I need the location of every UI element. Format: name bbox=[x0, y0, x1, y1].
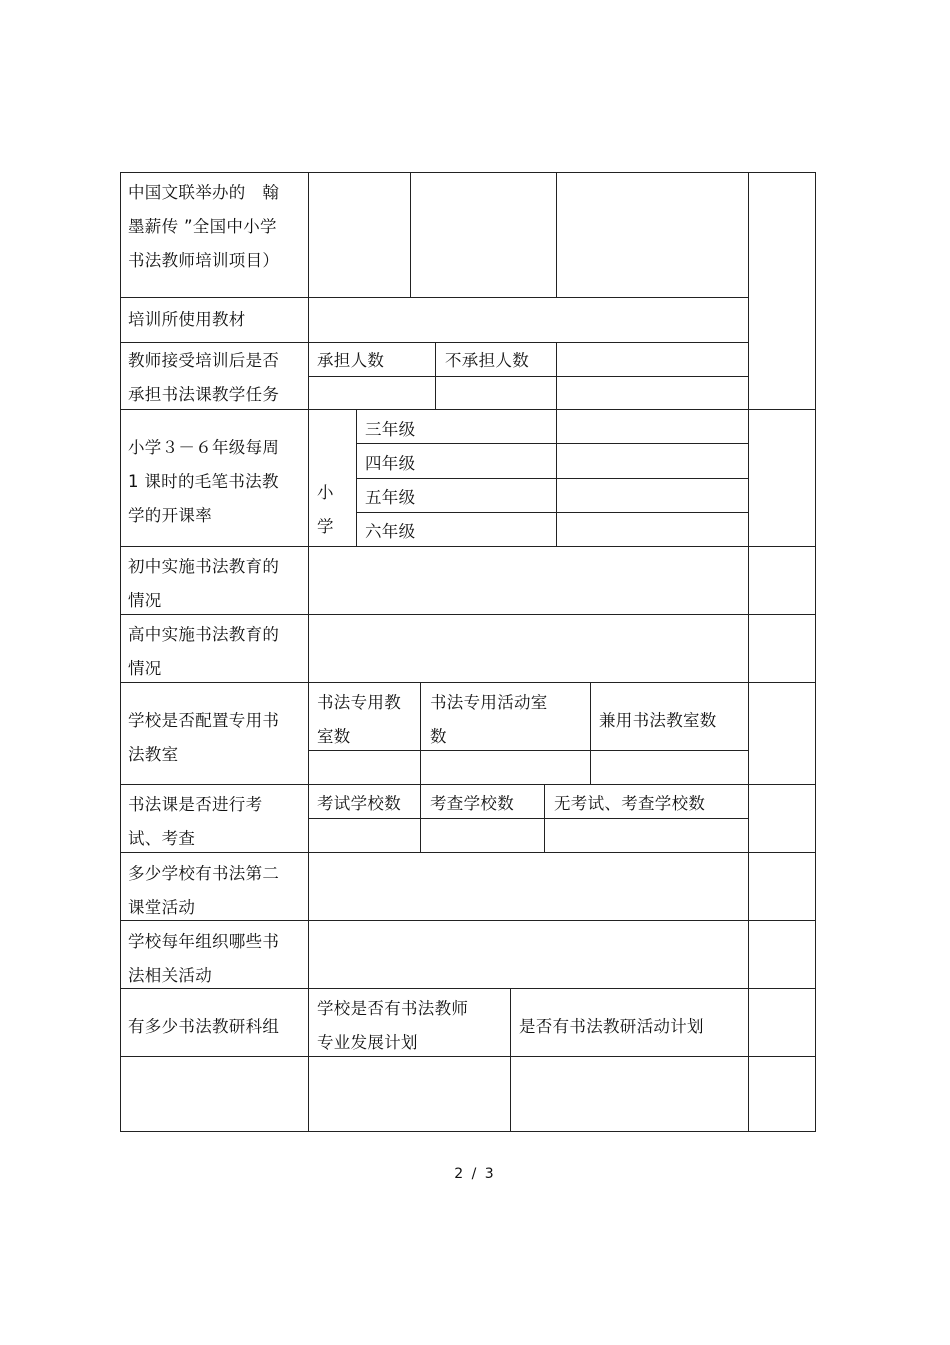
development-plan-header-line2: 专业发展计划 bbox=[317, 1033, 418, 1052]
development-plan-header-line1: 学校是否有书法教师 bbox=[317, 999, 469, 1018]
cell-divider bbox=[308, 750, 749, 751]
senior-high-label-line1: 高中实施书法教育的 bbox=[128, 625, 280, 644]
grade-3-label: 三年级 bbox=[365, 420, 416, 439]
teaching-task-label-line1: 教师接受培训后是否 bbox=[128, 351, 280, 370]
textbook-label: 培训所使用教材 bbox=[128, 310, 246, 329]
page-number: 2 / 3 bbox=[454, 1166, 496, 1182]
primary-rate-label-line3: 学的开课率 bbox=[128, 506, 212, 525]
cell-divider bbox=[556, 342, 557, 410]
row-line bbox=[120, 852, 816, 853]
dedicated-classroom-header-line1: 书法专用教 bbox=[317, 693, 401, 712]
row-line bbox=[120, 784, 816, 785]
no-exam-school-count-header: 无考试、考查学校数 bbox=[554, 794, 706, 813]
grade-4-label: 四年级 bbox=[365, 454, 416, 473]
primary-rate-label-line2: 1 课时的毛笔书法教 bbox=[128, 472, 279, 491]
senior-high-label-line2: 情况 bbox=[128, 659, 162, 678]
exam-school-count-header: 考试学校数 bbox=[317, 794, 401, 813]
cell-divider bbox=[420, 682, 421, 785]
row-line bbox=[120, 920, 816, 921]
row-line bbox=[120, 682, 816, 683]
survey-form-table bbox=[120, 172, 816, 1132]
not-bear-count-header: 不承担人数 bbox=[445, 351, 529, 370]
exam-label-line2: 试、考查 bbox=[128, 829, 196, 848]
row-line bbox=[120, 297, 749, 298]
row-line bbox=[120, 988, 816, 989]
activity-room-header-line1: 书法专用活动室 bbox=[430, 693, 548, 712]
dedicated-classroom-header-line2: 室数 bbox=[317, 727, 351, 746]
row-line bbox=[120, 1056, 816, 1057]
grade-5-label: 五年级 bbox=[365, 488, 416, 507]
exam-label-line1: 书法课是否进行考 bbox=[128, 795, 263, 814]
activity-room-header-line2: 数 bbox=[430, 727, 447, 746]
cell-divider bbox=[435, 342, 436, 410]
junior-high-label-line2: 情况 bbox=[128, 591, 162, 610]
annual-activities-label-line1: 学校每年组织哪些书 bbox=[128, 932, 280, 951]
research-group-label: 有多少书法教研科组 bbox=[128, 1017, 280, 1036]
training-project-label-line3: 书法教师培训项目） bbox=[128, 251, 280, 270]
cell-divider bbox=[544, 784, 545, 853]
primary-school-label-char1: 小 bbox=[317, 483, 334, 502]
bear-count-header: 承担人数 bbox=[317, 351, 385, 370]
table-border-top bbox=[120, 172, 816, 173]
row-line bbox=[120, 546, 816, 547]
classroom-label-line1: 学校是否配置专用书 bbox=[128, 711, 280, 730]
classroom-label-line2: 法教室 bbox=[128, 745, 179, 764]
primary-rate-label-line1: 小学３－６年级每周 bbox=[128, 438, 280, 457]
table-border-bottom bbox=[120, 1131, 816, 1132]
annual-activities-label-line2: 法相关活动 bbox=[128, 966, 212, 985]
row-line bbox=[120, 614, 816, 615]
training-project-label-line2: 墨薪传 ”全国中小学 bbox=[128, 217, 277, 236]
cell-divider bbox=[410, 172, 411, 298]
cell-divider bbox=[510, 988, 511, 1132]
grade-6-label: 六年级 bbox=[365, 522, 416, 541]
cell-divider bbox=[590, 682, 591, 785]
training-project-label-line1: 中国文联举办的 翰 bbox=[128, 183, 280, 202]
shared-classroom-header: 兼用书法教室数 bbox=[599, 711, 717, 730]
cell-divider bbox=[420, 784, 421, 853]
cell-divider bbox=[556, 172, 557, 298]
junior-high-label-line1: 初中实施书法教育的 bbox=[128, 557, 280, 576]
second-classroom-label-line2: 课堂活动 bbox=[128, 898, 196, 917]
research-plan-header: 是否有书法教研活动计划 bbox=[519, 1017, 704, 1036]
check-school-count-header: 考查学校数 bbox=[430, 794, 514, 813]
primary-school-label-char2: 学 bbox=[317, 517, 334, 536]
second-classroom-label-line1: 多少学校有书法第二 bbox=[128, 864, 280, 883]
teaching-task-label-line2: 承担书法课教学任务 bbox=[128, 385, 280, 404]
